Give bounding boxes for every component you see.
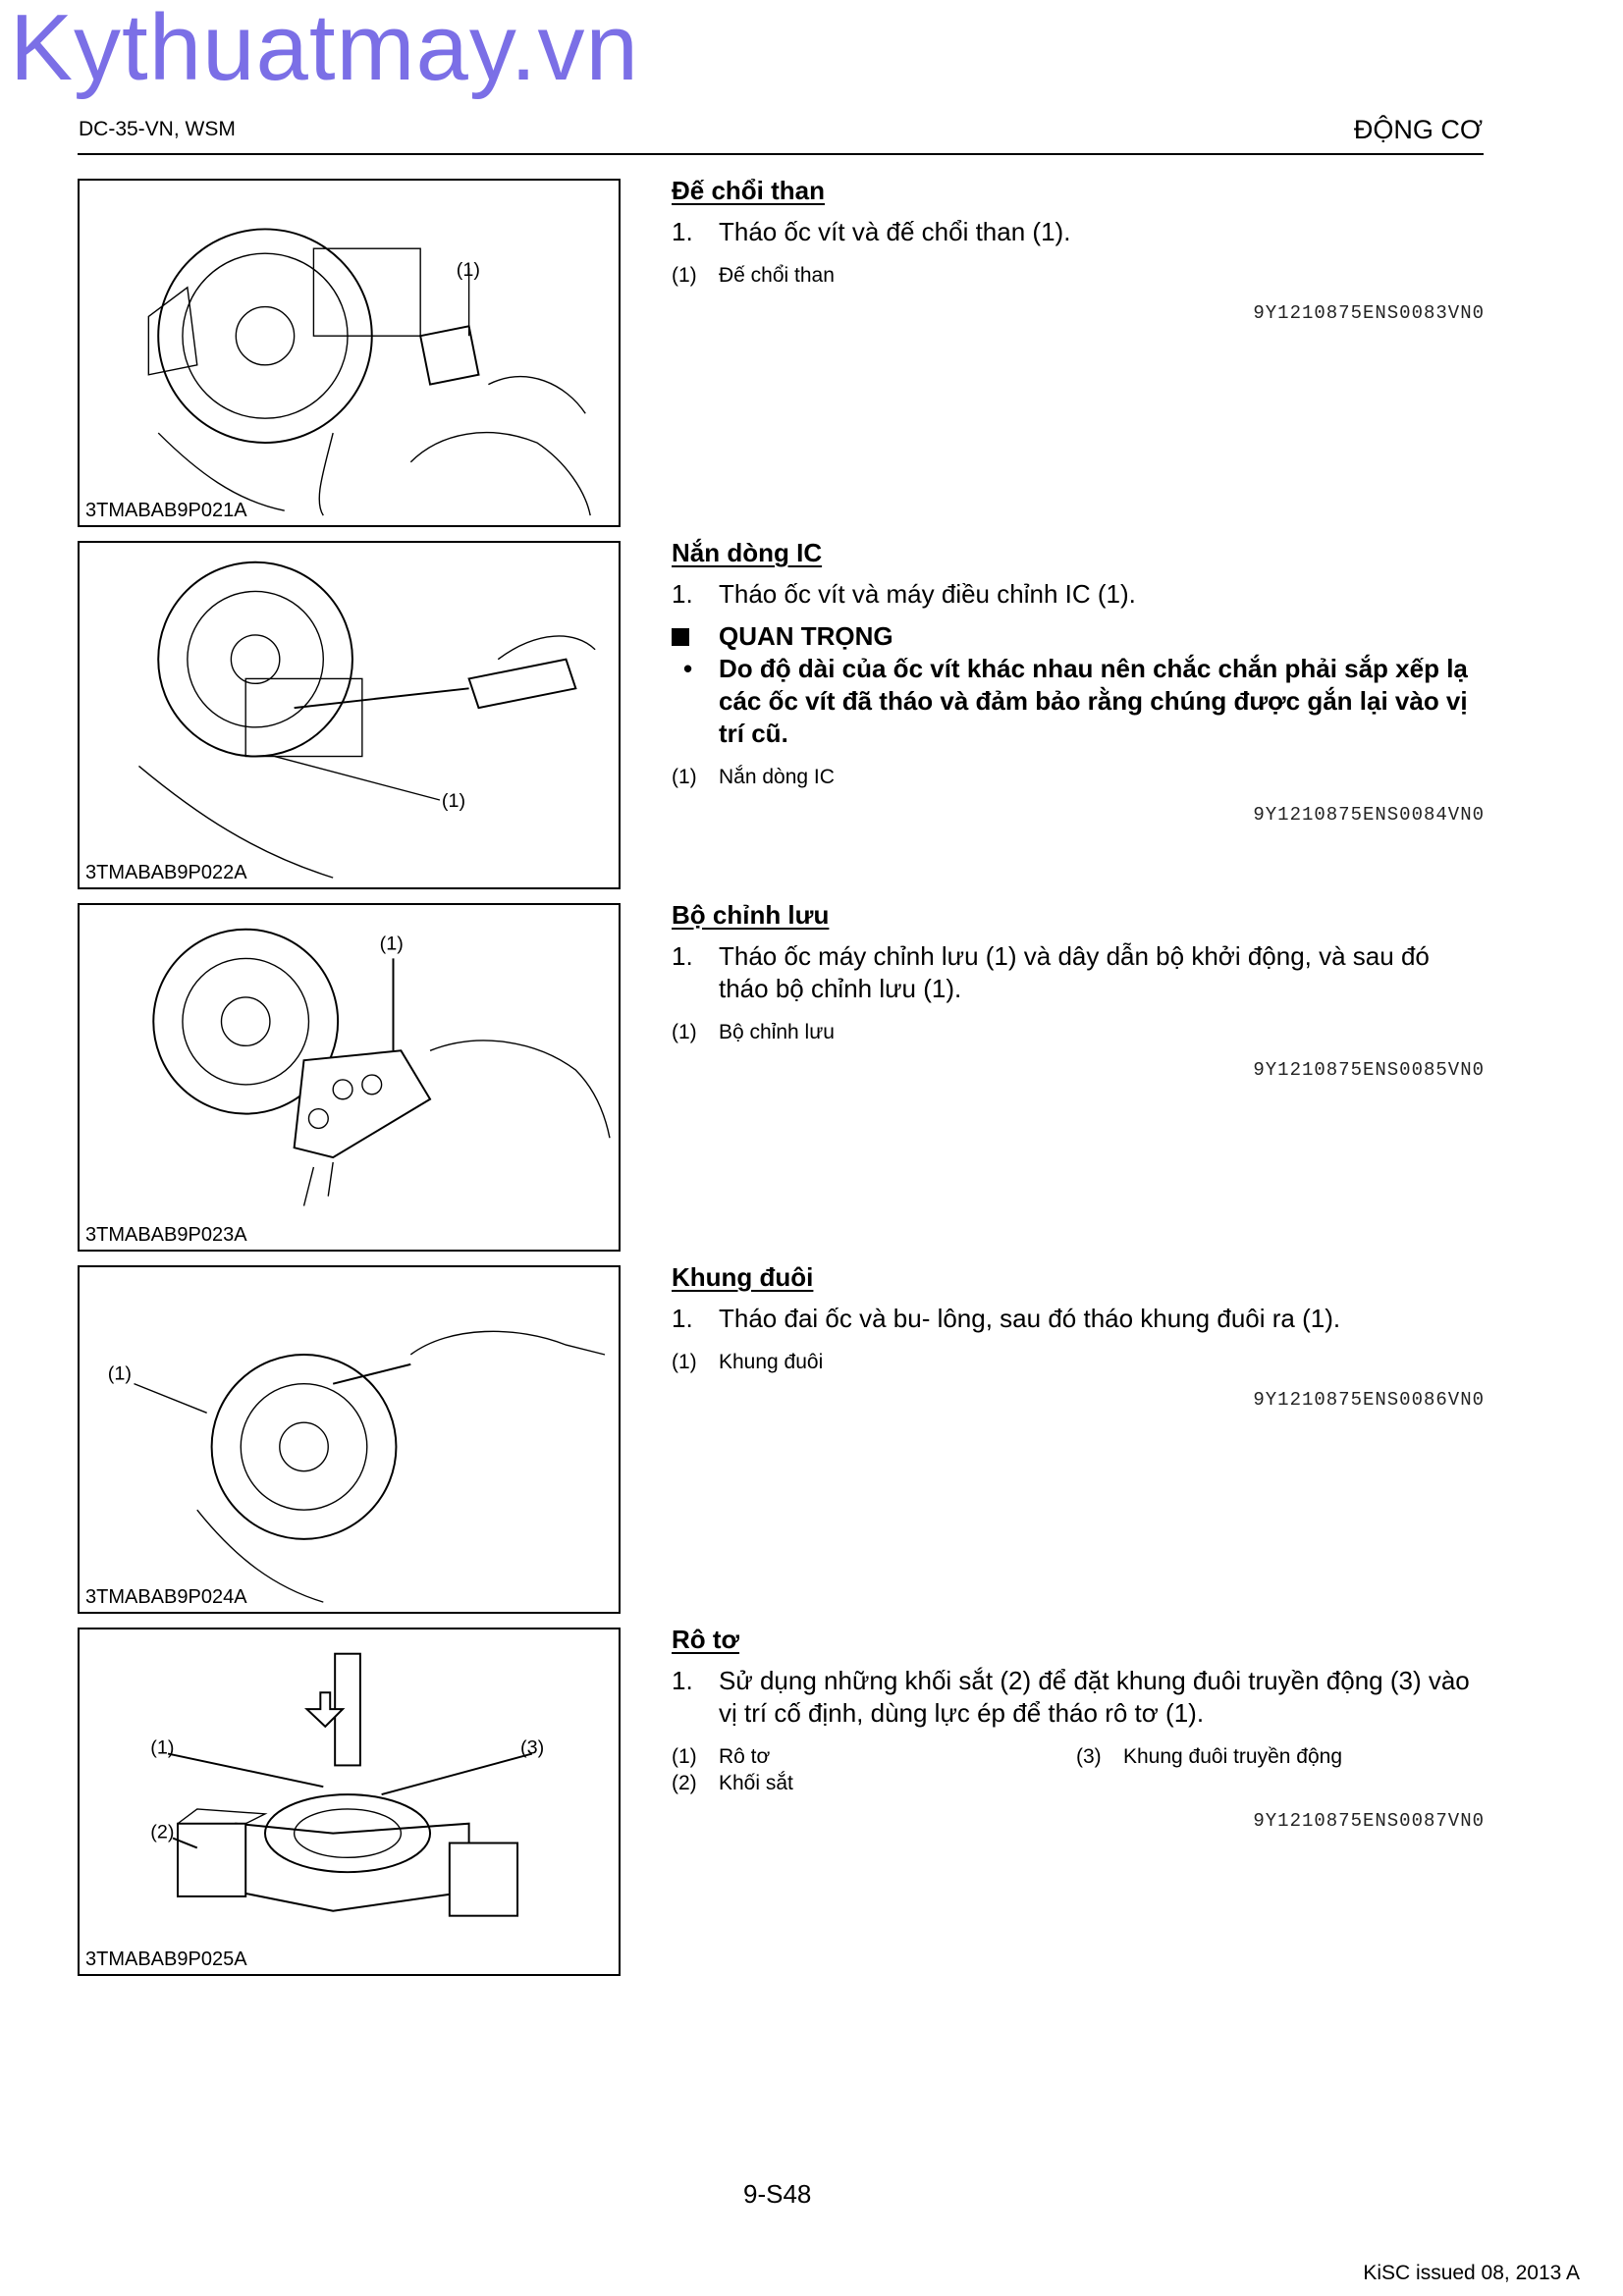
figure-callout-1: (1) [456, 258, 480, 281]
legend-text: Khung đuôi truyền động [1123, 1745, 1343, 1768]
figure-code: 3TMABAB9P023A [85, 1224, 247, 1246]
legend-column [672, 1743, 1076, 1770]
figure-callout-1: (1) [379, 933, 404, 955]
step-item [672, 1665, 1485, 1730]
legend-column [672, 1770, 1076, 1796]
page-number: 9-S48 [743, 2179, 812, 2209]
figure-callout-1: (1) [150, 1736, 175, 1759]
legend-text: Khung đuôi [719, 1351, 824, 1373]
legend-row [672, 262, 1485, 289]
watermark: Kythuatmay.vn [10, 0, 639, 100]
figure-code: 3TMABAB9P025A [85, 1949, 247, 1970]
section-title: Bộ chỉnh lưu [672, 900, 830, 930]
section-reference-code: 9Y1210875ENS0083VN0 [1253, 302, 1485, 324]
legend [672, 1743, 1485, 1796]
figure-callout-3: (3) [520, 1736, 545, 1759]
step-number: 1. [672, 1666, 693, 1695]
legend [672, 1019, 1485, 1045]
important-bullet [672, 653, 1485, 750]
legend-number: (1) [672, 1351, 697, 1373]
section-title: Đế chổi than [672, 176, 826, 205]
step-item [672, 940, 1485, 1005]
legend-row [672, 1019, 1485, 1045]
section-rectifier [78, 879, 1485, 1246]
legend-number: (1) [672, 264, 697, 287]
step-text: Tháo ốc vít và đế chổi than (1). [719, 217, 1071, 246]
legend-row [672, 1349, 1485, 1375]
rotor-illustration [80, 1629, 619, 1974]
step-number: 1. [672, 579, 693, 609]
step-text: Tháo ốc vít và máy điều chỉnh IC (1). [719, 579, 1136, 609]
figure-ic-regulator [78, 541, 621, 889]
issued-note: KiSC issued 08, 2013 A [1363, 2262, 1580, 2284]
step-item [672, 578, 1485, 611]
legend-row [672, 1770, 1485, 1796]
legend-row [672, 764, 1485, 790]
figure-code: 3TMABAB9P021A [85, 500, 247, 521]
legend [672, 764, 1485, 790]
important-heading: QUAN TRỌNG [719, 621, 893, 651]
section-content [672, 538, 1485, 826]
rectifier-illustration [80, 905, 619, 1250]
legend-number: (2) [672, 1772, 697, 1794]
section-content [672, 1625, 1485, 1832]
legend [672, 1349, 1485, 1375]
section-content [672, 900, 1485, 1081]
legend-text: Bộ chỉnh lưu [719, 1021, 835, 1043]
legend-number: (3) [1076, 1745, 1102, 1768]
section-content [672, 1262, 1485, 1411]
legend-number: (1) [672, 1021, 697, 1043]
legend-text: Khối sắt [719, 1772, 793, 1794]
section-brush-holder [78, 154, 1485, 521]
section-reference-code: 9Y1210875ENS0084VN0 [1253, 804, 1485, 826]
important-heading-row [672, 620, 1485, 653]
step-text: Sử dụng những khối sắt (2) để đặt khung đuôi truyền động (3) vào vị trí cố định, dùng lực ép để tháo rô tơ (1). [719, 1666, 1470, 1728]
header-chapter-title: ĐỘNG CƠ [1353, 115, 1483, 144]
step-text: Tháo ốc máy chỉnh lưu (1) và dây dẫn bộ khởi động, và sau đó tháo bộ chỉnh lưu (1). [719, 941, 1430, 1003]
figure-brush-holder [78, 179, 621, 527]
section-reference-code: 9Y1210875ENS0085VN0 [1253, 1059, 1485, 1081]
important-notice [672, 620, 1485, 750]
figure-callout-1: (1) [441, 789, 466, 812]
brush-holder-illustration [80, 181, 619, 525]
section-reference-code: 9Y1210875ENS0086VN0 [1253, 1389, 1485, 1411]
legend-number: (1) [672, 766, 697, 788]
section-end-frame [78, 1241, 1485, 1608]
legend-text: Đế chổi than [719, 264, 835, 287]
ic-regulator-illustration [80, 543, 619, 887]
figure-callout-2: (2) [150, 1821, 175, 1843]
step-number: 1. [672, 1304, 693, 1333]
header-doc-code: DC-35-VN, WSM [79, 118, 236, 140]
legend-number: (1) [672, 1745, 697, 1768]
legend-row [672, 1743, 1485, 1770]
section-content [672, 176, 1485, 324]
legend-text: Nắn dòng IC [719, 766, 835, 788]
step-text: Tháo đai ốc và bu- lông, sau đó tháo khung đuôi ra (1). [719, 1304, 1341, 1333]
figure-rotor [78, 1628, 621, 1976]
section-title: Nắn dòng IC [672, 538, 823, 567]
figure-callout-1: (1) [107, 1362, 132, 1385]
figure-code: 3TMABAB9P024A [85, 1586, 247, 1608]
step-number: 1. [672, 941, 693, 971]
section-reference-code: 9Y1210875ENS0087VN0 [1253, 1810, 1485, 1832]
section-title: Rô tơ [672, 1625, 740, 1654]
square-bullet-icon [672, 628, 689, 646]
end-frame-illustration [80, 1267, 619, 1612]
section-rotor [78, 1603, 1485, 1970]
legend-column [1076, 1743, 1481, 1770]
legend [672, 262, 1485, 289]
step-number: 1. [672, 217, 693, 246]
figure-end-frame [78, 1265, 621, 1614]
legend-text: Rô tơ [719, 1745, 771, 1768]
step-item [672, 1303, 1485, 1335]
section-ic-regulator [78, 516, 1485, 883]
figure-rectifier [78, 903, 621, 1252]
section-title: Khung đuôi [672, 1262, 814, 1292]
important-bullet-text: Do độ dài của ốc vít khác nhau nên chắc chắn phải sắp xếp lạ các ốc vít đã tháo và đảm bảo rằng chúng được gắn lại vào vị trí cũ. [719, 654, 1468, 748]
step-item [672, 216, 1485, 248]
bullet-dot-icon: • [683, 654, 693, 683]
figure-code: 3TMABAB9P022A [85, 862, 247, 883]
